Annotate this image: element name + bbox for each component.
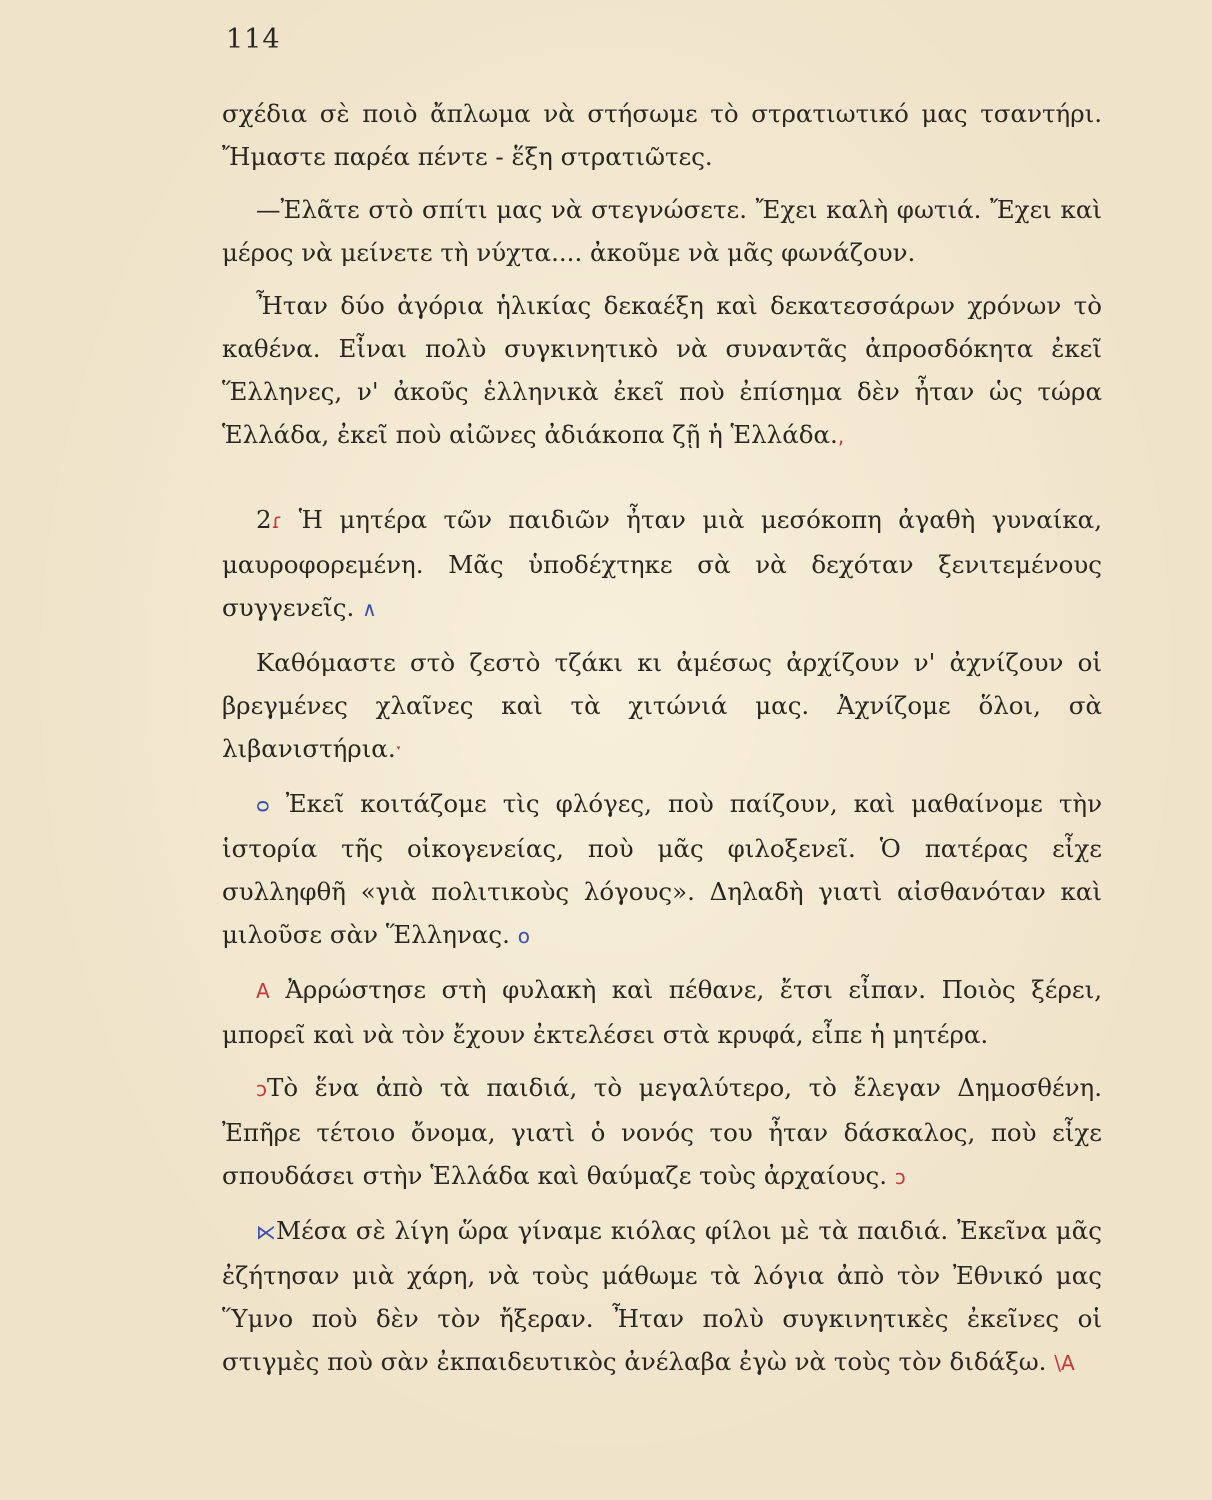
proofreading-mark: ᴐ	[256, 1077, 267, 1101]
proofreading-mark: ᴑ	[256, 793, 270, 817]
page-number: 114	[226, 24, 281, 55]
paragraph-4-prefix: 2	[256, 505, 272, 534]
paragraph-3	[222, 284, 1102, 458]
paragraph-5	[222, 641, 1102, 772]
paragraph-3-text: Ἦταν δύο ἀγόρια ἡλικίας δεκαέξη καὶ δεκατεσσάρων χρόνων τὸ καθένα. Εἶναι πολὺ συγκινητικὸ νὰ συναντᾶς ἀπροσδόκητα ἐκεῖ Ἕλληνες, ν' ἀκοῦς ἑλληνικὰ ἐκεῖ ποὺ ἐπίσημα δὲν ἦταν ὡς τώρα Ἑλλάδα, ἐκεῖ ποὺ αἰῶνες ἀδιάκοπα ζῇ ἡ Ἑλλάδα.	[222, 291, 1102, 449]
proofreading-mark: ⋉	[256, 1220, 276, 1244]
paragraph-9	[222, 1209, 1102, 1385]
proofreading-mark: A	[256, 979, 270, 1003]
paragraph-7	[222, 968, 1102, 1056]
paragraph-8	[222, 1066, 1102, 1199]
paragraph-6	[222, 782, 1102, 958]
paragraph-4-text: Ἡ μητέρα τῶν παιδιῶν ἦταν μιὰ μεσόκοπη ἀγαθὴ γυναίκα, μαυροφορεμένη. Μᾶς ὑποδέχτηκε σὰ νὰ δεχόταν ξενιτεμένους συγγενεῖς.	[222, 505, 1102, 622]
paragraph-1	[222, 92, 1102, 178]
paragraph-7-text: Ἀρρώστησε στὴ φυλακὴ καὶ πέθανε, ἔτσι εἶπαν. Ποιὸς ξέρει, μπορεῖ καὶ νὰ τὸν ἔχουν ἐκτελέσει στὰ κρυφά, εἶπε ἡ μητέρα.	[222, 975, 1102, 1049]
paragraph-1-text: σχέδια σὲ ποιὸ ἄπλωμα νὰ στήσωμε τὸ στρατιωτικό μας τσαντήρι. Ἤμαστε παρέα πέντε - ἕξη στρατιῶτες.	[222, 99, 1102, 171]
body-text	[222, 92, 1102, 1385]
paragraph-2	[222, 188, 1102, 274]
proofreading-mark: ᴐ	[894, 1165, 906, 1189]
proofreading-mark: ˑ	[395, 738, 403, 762]
proofreading-mark: ∧	[362, 597, 377, 621]
paragraph-2-text: —Ἐλᾶτε στὸ σπίτι μας νὰ στεγνώσετε. Ἔχει καλὴ φωτιά. Ἔχει καὶ μέρος νὰ μείνετε τὴ νύχτα.... ἀκοῦμε νὰ μᾶς φωνάζουν.	[222, 195, 1102, 267]
paragraph-6-text: Ἐκεῖ κοιτάζομε τὶς φλόγες, ποὺ παίζουν, καὶ μαθαίνομε τὴν ἱστορία τῆς οἰκογενείας, ποὺ μᾶς φιλοξενεῖ. Ὁ πατέρας εἶχε συλληφθῆ «γιὰ πολιτικοὺς λόγους». Δηλαδὴ γιατὶ αἰσθανόταν καὶ μιλοῦσε σὰν Ἕλληνας.	[222, 789, 1102, 949]
proofreading-mark: ɾ	[271, 509, 283, 533]
proofreading-mark: o	[517, 924, 530, 948]
paragraph-8-text: Τὸ ἕνα ἀπὸ τὰ παιδιά, τὸ μεγαλύτερο, τὸ ἔλεγαν Δημοσθένη. Ἐπῆρε τέτοιο ὄνομα, γιατὶ ὁ νονός του ἦταν δάσκαλος, ποὺ εἶχε σπουδάσει στὴν Ἑλλάδα καὶ θαύμαζε τοὺς ἀρχαίους.	[222, 1073, 1102, 1190]
paragraph-9-text: Μέσα σὲ λίγη ὥρα γίναμε κιόλας φίλοι μὲ τὰ παιδιά. Ἐκεῖνα μᾶς ἐζήτησαν μιὰ χάρη, νὰ τοὺς μάθωμε τὰ λόγια ἀπὸ τὸν Ἐθνικό μας Ὕμνο ποὺ δὲν τὸν ἤξεραν. Ἦταν πολὺ συγκινητικὲς ἐκεῖνες οἱ στιγμὲς ποὺ σὰν ἐκπαιδευτικὸς ἀνέλαβα ἐγὼ νὰ τοὺς τὸν διδάξω.	[222, 1216, 1102, 1376]
proofreading-mark: ,	[837, 424, 845, 448]
proofreading-mark: \A	[1054, 1351, 1075, 1375]
paragraph-4	[222, 498, 1102, 631]
paragraph-5-text: Καθόμαστε στὸ ζεστὸ τζάκι κι ἀμέσως ἀρχίζουν ν' ἀχνίζουν οἱ βρεγμένες χλαῖνες καὶ τὰ χιτώνιά μας. Ἀχνίζομε ὅλοι, σὰ λιβανιστήρια.	[222, 648, 1102, 763]
